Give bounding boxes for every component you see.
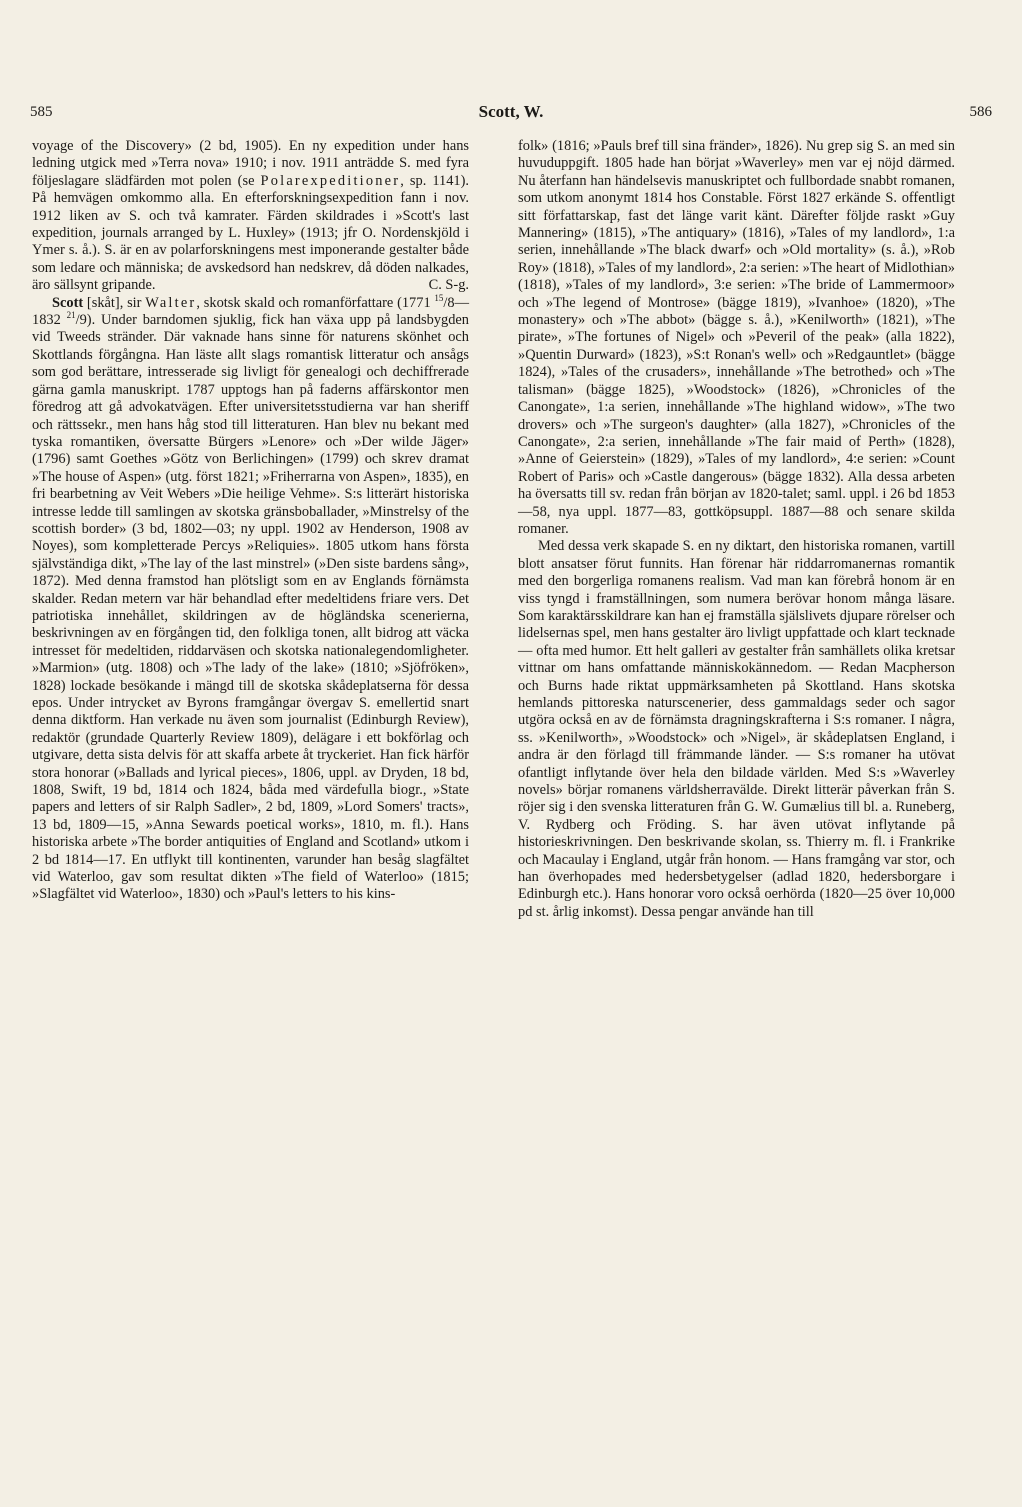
text-run: voyage of the Discovery» (2 bd, 1905). En ny expedition under hans ledning utgick med »Terra nova» 1910; i nov. 1911 anträdde S. med fyra följeslagare slädfärden mot polen (se — [32, 138, 469, 189]
left-column — [32, 138, 469, 904]
scott-walter-entry — [32, 292, 469, 904]
page-number-right: 586 — [969, 104, 992, 120]
text-run: ). Under barndomen sjuklig, fick han växa upp på landsbygden vid Tweeds stränder. Där vaknade hans sinne för naturens skönhet och Skottlands förgångna. Han läste allt slags romantisk litteratur och ansågs som god berättare, intresserade sig livligt för genealogi och dechiffrerade gärna gamla manuskript. 1787 upptogs han på faderns affärskontor men föredrog att gå advokatvägen. Efter universitetsstudierna var han sheriff och rättssekr., men hans håg stod till litteraturen. Han blev nu bekant med tyska romantiken, översatte Bürgers »Lenore» och »Der wilde Jäger» (1796) samt Goethes »Götz von Berlichingen» (1799) och skrev dramat »The house of Aspen» (utg. först 1821; »Friherrarna von Aspen», 1835), en fri bearbetning av Veit Webers »Die heilige Vehme». S:s litterärt historiska intresse ledde till samlingen av skotska gränsboballader, »Minstrelsy of the scottish border» (3 bd, 1802—03; ny uppl. 1902 av Henderson, 1908 av Noyes), som kompletterade Percys »Reliquies». 1805 utkom hans första självständiga dikt, »The lay of the last minstrel» (»Den siste bardens sång», 1872). Med denna framstod han plötsligt som en av Englands förnämsta skalder. Redan metern var här behandlad efter medeltidens friare vers. Det patriotiska innehållet, skildringen av de högländska scenerierna, beskrivningen av en förgången tid, den folkliga tonen, allt bidrog att väcka intresset för medeltiden, riddarväsen och skotska nationalegendomligheter. »Marmion» (utg. 1808) och »The lady of the lake» (1810; »Sjöfröken», 1828) lockade besökande i mängd till de skotska skådeplatserna för dessa epos. Under intrycket av Byrons framgångar övergav S. emellertid snart denna diktform. Han verkade nu även som journalist (Edinburgh Review), redaktör (grundade Quarterly Review 1809), delägare i ett bokförlag och utgivare, detta sista delvis för att skaffa arbete åt tryckeriet. Han fick härför stora honorar (»Ballads and lyrical pieces», 1806, uppl. av Dryden, 18 bd, 1808, Swift, 19 bd, 1814 och 1824, båda med värdefulla biogr., »State papers and letters of sir Ralph Sadler», 2 bd, 1809, »Lord Somers' tracts», 13 bd, 1809—15, »Anna Sewards poetical works», 1810, m. fl.). Hans historiska arbete »The border antiquities of England and Scotland» utkom i 2 bd 1814—17. En utflykt till kontinenten, varunder han besåg slagfältet vid Waterloo, gav som resultat dikten »The field of Waterloo» (1815; »Slagfältet vid Waterloo», 1830) och »Paul's letters to his kins- — [32, 312, 469, 903]
text-run: —1832 — [32, 294, 469, 329]
entry-given-name: Walter — [145, 294, 197, 311]
paragraph-novels: folk» (1816; »Pauls bref till sina fränder», 1826). Nu grep sig S. an med sin huvuduppgift. 1805 hade han börjat »Waverley» men var ej nöjd därmed. Nu återfann han händelsevis manuskriptet och fullbordade snabbt romanen, som utkom anonymt 1814 hos Constable. Först 1827 erkände S. offentligt sitt författarskap, fast det länge varit känt. Därefter följde raskt »Guy Mannering» (1815), »The antiquary» (1816), »Tales of my landlord», 1:a serien, innehållande »The black dwarf» och »Old mortality» (s. å.), »Rob Roy» (1818), »Tales of my landlord», 2:a serien: »The heart of Midlothian» (1818), »Tales of my landlord», 3:e serien: »The bride of Lammermoor» och »The legend of Montrose» (bägge 1819), »Ivanhoe» (1820), »The monastery» och »The abbot» (bägge s. å.), »Kenilworth» (1821), »The pirate», »The fortunes of Nigel» och »Peveril of the peak» (alla 1822), »Quentin Durward» (1823), »S:t Ronan's well» och »Redgauntlet» (bägge 1824), »Tales of the crusaders», innehållande »The betrothed» och »The talisman» (bägge 1825), »Woodstock» (1826), »Chronicles of the Canongate», 1:a serien, innehållande »The highland widow», »The two drovers» och »The surgeon's daughter» (alla 1827), »Chronicles of the Canongate», 2:a serien, innehållande »The fair maid of Perth» (1828), »Anne of Geierstein» (1829), »Tales of my landlord», 4:e serien: »Count Robert of Paris» och »Castle dangerous» (bägge 1832). Alla dessa arbeten ha översatts till sv. redan från början av 1820-talet; saml. uppl. i 26 bd 1853—58, nya uppl. 1877—83, gottköpsuppl. 1887—88 och senare skilda romaner. — [518, 138, 955, 537]
text-run: , sp. 1141). På hemvägen omkommo alla. En efterforskningsexpedition fann i nov. 1912 liken av S. och två kamrater. Färden skildrades i »Scott's last expedition, journals arranged by L. Huxley» (1913; jfr O. Nordenskjöld i Ymer s. å.). S. är en av polarforskningens mest imponerande gestalter både som ledare och människa; de avskedsord han nedskrev, då döden nalkades, äro sällsynt gripande. — [32, 172, 469, 294]
death-day: 21 — [66, 310, 76, 321]
cross-reference: Polarexpeditioner — [260, 172, 401, 189]
birth-month: /8 — [443, 294, 455, 311]
page-number-left: 585 — [30, 104, 53, 120]
author-signature: C. S-g. — [428, 277, 469, 294]
running-header — [30, 104, 992, 130]
text-run: [skåt], sir — [83, 294, 146, 311]
death-month: /9 — [75, 312, 87, 329]
birth-day: 15 — [434, 292, 444, 303]
entry-headword: Scott — [52, 294, 84, 311]
text-run: , skotsk skald och romanförfattare (1771 — [196, 294, 435, 311]
paragraph-assessment: Med dessa verk skapade S. en ny diktart, den historiska romanen, vartill blott ansatser förut funnits. Han förenar här riddarromanernas romantik med den borgerliga romanens realism. Vad man kan förebrå honom är en viss tyngd i framställningen, som numera berövar honom många läsare. Som karaktärsskildrare kan han ej framställa själslivets djupare rörelser och lidelsernas spel, men hans gestalter äro livligt uppfattade och klart tecknade — ofta med humor. Ett helt galleri av gestalter från samhällets olika kretsar vittnar om hans omfattande människokännedom. — Redan Macpherson och Burns hade riktat uppmärksamheten på Skottland. Hans skotska hemlands pittoreska naturscenerier, dess gammaldags seder och sagor utgöra också en av de förnämsta dragningskrafterna i S:s romaner. I några, ss. »Kenilworth», »Woodstock» och »Nigel», är skådeplatsen England, i andra är den förlagd till främmande länder. — S:s romaner ha utövat ofantligt inflytande över hela den bildade världen. Med S:s »Waverley novels» börjar romanens världsherravälde. Direkt litterär påverkan från S. röjer sig i den svenska litteraturen från G. W. Gumælius till bl. a. Runeberg, V. Rydberg och Fröding. S. har även utövat inflytande på historieskrivningen. Den beskrivande skolan, ss. Thierry m. fl. i Frankrike och Macaulay i England, utgår från honom. — Hans framgång var stor, och han överhopades med hedersbetygelser (adlad 1820, hedersborgare i Edinburgh etc.). Hans honorar voro också oerhörda (1820—25 över 10,000 pd st. årlig inkomst). Dessa pengar använde han till — [518, 538, 955, 920]
right-column — [518, 138, 955, 921]
running-title: Scott, W. — [478, 102, 544, 121]
scott-robert-entry-end — [32, 138, 469, 295]
